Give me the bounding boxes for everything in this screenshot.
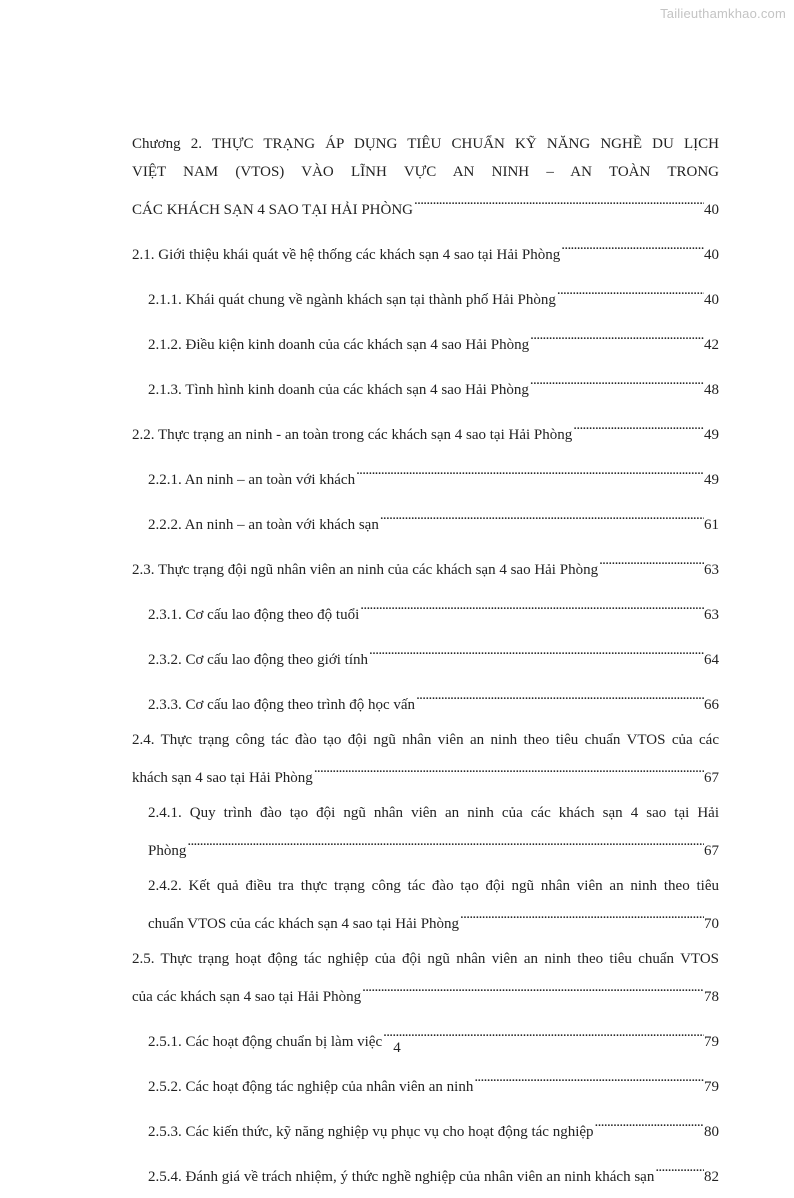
toc-entry-last-line xyxy=(148,900,719,938)
dot-leader xyxy=(572,411,704,439)
dot-leader xyxy=(368,636,704,664)
toc-entry-title: 2.1.3. Tình hình kinh doanh của các khách sạn 4 sao Hải Phòng xyxy=(148,382,529,398)
toc-entry-page: 48 xyxy=(704,382,719,398)
toc-entry-line: 2.4. Thực trạng công tác đào tạo đội ngũ nhân viên an ninh theo tiêu chuẩn VTOS của các xyxy=(132,732,719,748)
toc-entry-last-line xyxy=(132,546,719,584)
toc-entry-title: 2.3.2. Cơ cấu lao động theo giới tính xyxy=(148,652,369,668)
dot-leader xyxy=(654,1153,704,1181)
toc-entry-page: 78 xyxy=(704,989,719,1005)
toc-entry[interactable] xyxy=(132,872,719,938)
toc-entry-title: 2.3.3. Cơ cấu lao động theo trình độ học vấn xyxy=(148,697,416,713)
toc-entry-page: 49 xyxy=(704,427,719,443)
toc-entry[interactable] xyxy=(132,1108,719,1146)
toc-entry-title: Phòng xyxy=(148,843,187,859)
dot-leader xyxy=(355,456,704,484)
toc-entry-last-line xyxy=(148,827,719,865)
toc-entry[interactable] xyxy=(132,130,719,224)
dot-leader xyxy=(560,231,704,259)
toc-entry-page: 61 xyxy=(704,517,719,533)
toc-entry-title: 2.5.4. Đánh giá về trách nhiệm, ý thức nghề nghiệp của nhân viên an ninh khách sạn xyxy=(148,1169,655,1185)
toc-entry-line: 2.4.1. Quy trình đào tạo đội ngũ nhân viên an ninh của các khách sạn 4 sao tại Hải xyxy=(148,805,719,821)
toc-entry-last-line xyxy=(132,186,719,224)
toc-entry-last-line xyxy=(148,636,719,674)
toc-entry-title: 2.2. Thực trạng an ninh - an toàn trong các khách sạn 4 sao tại Hải Phòng xyxy=(132,427,573,443)
toc-entry-last-line xyxy=(148,1063,719,1101)
toc-entry-title: 2.3.1. Cơ cấu lao động theo độ tuổi xyxy=(148,607,360,623)
toc-entry[interactable] xyxy=(132,231,719,269)
dot-leader xyxy=(186,827,704,855)
toc-entry-page: 40 xyxy=(704,292,719,308)
toc-entry-line: Chương 2. THỰC TRẠNG ÁP DỤNG TIÊU CHUẨN KỸ NĂNG NGHỀ DU LỊCH xyxy=(132,136,719,152)
toc-entry[interactable] xyxy=(132,411,719,449)
toc-entry-page: 67 xyxy=(704,843,719,859)
toc-entry-page: 82 xyxy=(704,1169,719,1185)
dot-leader xyxy=(598,546,704,574)
toc-entry-line: VIỆT NAM (VTOS) VÀO LĨNH VỰC AN NINH – AN TOÀN TRONG xyxy=(132,164,719,180)
toc-entry-line: 2.4.2. Kết quả điều tra thực trạng công tác đào tạo đội ngũ nhân viên an ninh theo tiêu xyxy=(148,878,719,894)
toc-entry-page: 64 xyxy=(704,652,719,668)
toc-entry[interactable] xyxy=(132,321,719,359)
toc-entry[interactable] xyxy=(132,799,719,865)
page-number: 4 xyxy=(393,1040,401,1056)
toc-entry-last-line xyxy=(148,276,719,314)
dot-leader xyxy=(359,591,704,619)
toc-entry-page: 63 xyxy=(704,562,719,578)
toc-entry-title: 2.1. Giới thiệu khái quát về hệ thống các khách sạn 4 sao tại Hải Phòng xyxy=(132,247,561,263)
dot-leader xyxy=(594,1108,704,1136)
toc-entry[interactable] xyxy=(132,276,719,314)
dot-leader xyxy=(413,186,704,214)
toc-entry-title: CÁC KHÁCH SẠN 4 SAO TẠI HẢI PHÒNG xyxy=(132,202,413,218)
toc-entry-page: 40 xyxy=(704,202,719,218)
toc-entry-title: 2.1.1. Khái quát chung về ngành khách sạn tại thành phố Hải Phòng xyxy=(148,292,556,308)
toc-entry-page: 79 xyxy=(704,1079,719,1095)
toc-entry-title: 2.2.2. An ninh – an toàn với khách sạn xyxy=(148,517,379,533)
toc-entry-last-line xyxy=(132,411,719,449)
dot-leader xyxy=(379,501,704,529)
toc-entry[interactable] xyxy=(132,681,719,719)
toc-entry-page: 49 xyxy=(704,472,719,488)
dot-leader xyxy=(556,276,704,304)
toc-entry-page: 80 xyxy=(704,1124,719,1140)
toc-entry-last-line xyxy=(132,973,719,1011)
toc-entry[interactable] xyxy=(132,1063,719,1101)
toc-entry-last-line xyxy=(148,1153,719,1191)
dot-leader xyxy=(361,973,704,1001)
toc-entry-page: 42 xyxy=(704,337,719,353)
toc-entry-title: 2.3. Thực trạng đội ngũ nhân viên an ninh của các khách sạn 4 sao Hải Phòng xyxy=(132,562,599,578)
toc-entry[interactable] xyxy=(132,1153,719,1191)
toc-entry-title: 2.5.1. Các hoạt động chuẩn bị làm việc xyxy=(148,1034,383,1050)
watermark: Tailieuthamkhao.com xyxy=(660,6,786,21)
toc-entry-page: 66 xyxy=(704,697,719,713)
dot-leader xyxy=(459,900,704,928)
toc-entry-title: khách sạn 4 sao tại Hải Phòng xyxy=(132,770,313,786)
toc-entry[interactable] xyxy=(132,546,719,584)
toc-entry-page: 63 xyxy=(704,607,719,623)
toc-entry-title: 2.5.3. Các kiến thức, kỹ năng nghiệp vụ phục vụ cho hoạt động tác nghiệp xyxy=(148,1124,594,1140)
toc-entry-last-line xyxy=(148,501,719,539)
toc-entry[interactable] xyxy=(132,456,719,494)
toc-entry-title: 2.2.1. An ninh – an toàn với khách xyxy=(148,472,356,488)
toc-entry[interactable] xyxy=(132,945,719,1011)
toc-entry-title: của các khách sạn 4 sao tại Hải Phòng xyxy=(132,989,362,1005)
toc-entry-last-line xyxy=(148,321,719,359)
toc-entry-last-line xyxy=(132,231,719,269)
toc-entry[interactable] xyxy=(132,501,719,539)
toc-entry-last-line xyxy=(132,754,719,792)
dot-leader xyxy=(473,1063,704,1091)
toc-entry-last-line xyxy=(148,591,719,629)
toc-entry-page: 67 xyxy=(704,770,719,786)
toc-entry[interactable] xyxy=(132,636,719,674)
toc-entry[interactable] xyxy=(132,726,719,792)
dot-leader xyxy=(415,681,704,709)
toc-entry-page: 70 xyxy=(704,916,719,932)
table-of-contents xyxy=(132,130,719,1198)
toc-entry-last-line xyxy=(148,681,719,719)
toc-entry-line: 2.5. Thực trạng hoạt động tác nghiệp của đội ngũ nhân viên an ninh theo tiêu chuẩn VTOS xyxy=(132,951,719,967)
toc-entry-last-line xyxy=(148,1108,719,1146)
toc-entry-title: chuẩn VTOS của các khách sạn 4 sao tại Hải Phòng xyxy=(148,916,460,932)
toc-entry-page: 79 xyxy=(704,1034,719,1050)
toc-entry-last-line xyxy=(148,366,719,404)
toc-entry-last-line xyxy=(148,456,719,494)
toc-entry-page: 40 xyxy=(704,247,719,263)
toc-entry[interactable] xyxy=(132,591,719,629)
dot-leader xyxy=(313,754,704,782)
toc-entry-title: 2.5.2. Các hoạt động tác nghiệp của nhân viên an ninh xyxy=(148,1079,474,1095)
dot-leader xyxy=(529,366,704,394)
toc-entry[interactable] xyxy=(132,366,719,404)
dot-leader xyxy=(529,321,704,349)
toc-entry-title: 2.1.2. Điều kiện kinh doanh của các khách sạn 4 sao Hải Phòng xyxy=(148,337,530,353)
